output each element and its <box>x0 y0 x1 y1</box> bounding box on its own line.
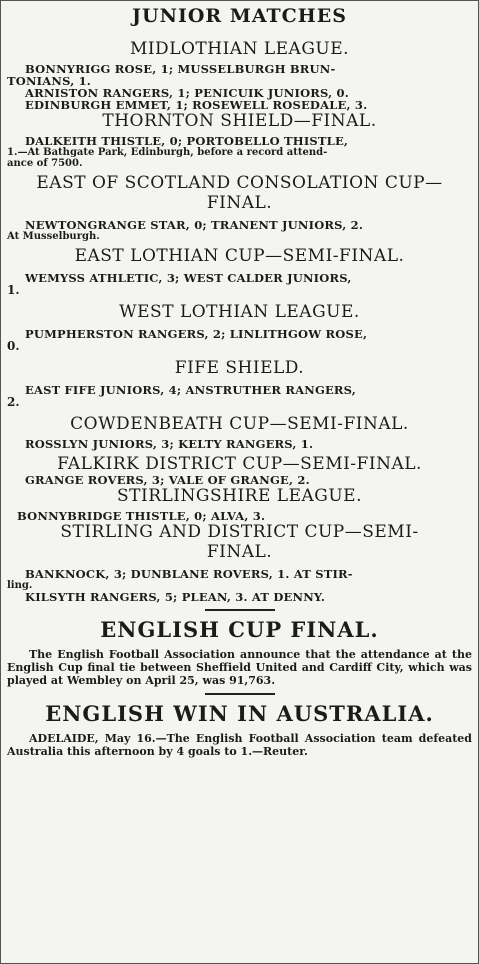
section-heading-east-lothian: EAST LOTHIAN CUP—SEMI-FINAL. <box>74 246 405 266</box>
section-heading-midlothian: MIDLOTHIAN LEAGUE. <box>129 39 350 59</box>
headline-english-cup-final: ENGLISH CUP FINAL. <box>100 617 379 642</box>
result-line: BONNYRIGG ROSE, 1; MUSSELBURGH BRUN- <box>25 62 336 76</box>
match-note: 1.—At Bathgate Park, Edinburgh, before a record attend- <box>7 147 328 158</box>
section-heading-east-scotland-cont: FINAL. <box>206 193 273 213</box>
result-line: EDINBURGH EMMET, 1; ROSEWELL ROSEDALE, 3. <box>25 98 368 112</box>
result-line: BONNYBRIDGE THISTLE, 0; ALVA, 3. <box>17 509 266 523</box>
article-body: The English Football Association announce that the attendance at the English Cup final tie between Sheffield United and Cardiff City, which was played at Wembley on April 25, was 91,763. <box>7 648 472 687</box>
result-line: GRANGE ROVERS, 3; VALE OF GRANGE, 2. <box>25 473 310 487</box>
result-line-end: 0. <box>7 339 20 353</box>
result-line: PUMPHERSTON RANGERS, 2; LINLITHGOW ROSE, <box>25 327 368 341</box>
section-heading-fife: FIFE SHIELD. <box>174 358 305 378</box>
page-title: JUNIOR MATCHES <box>132 5 347 27</box>
section-heading-stirling-district: STIRLING AND DISTRICT CUP—SEMI- <box>60 522 419 542</box>
article-dateline: ADELAIDE, May 16. <box>29 732 156 745</box>
section-heading-stirling-district-cont: FINAL. <box>206 542 273 562</box>
article-body: —The English Football Association team defeated Australia this afternoon by 4 goals to 1.—Reuter. <box>7 732 472 758</box>
result-line: BANKNOCK, 3; DUNBLANE ROVERS, 1. AT STIR- <box>25 567 353 581</box>
section-heading-east-scotland: EAST OF SCOTLAND CONSOLATION CUP— <box>36 173 443 193</box>
match-note: ling. <box>7 580 33 591</box>
match-note: ance of 7500. <box>7 158 83 169</box>
result-line-end: 2. <box>7 395 20 409</box>
section-heading-falkirk: FALKIRK DISTRICT CUP—SEMI-FINAL. <box>57 454 422 474</box>
match-note: At Musselburgh. <box>7 231 100 242</box>
result-line: EAST FIFE JUNIORS, 4; ANSTRUTHER RANGERS, <box>25 383 356 397</box>
result-line: DALKEITH THISTLE, 0; PORTOBELLO THISTLE, <box>25 134 349 148</box>
article-text-cup-final <box>7 648 472 687</box>
headline-english-win-australia: ENGLISH WIN IN AUSTRALIA. <box>45 701 434 726</box>
article-text-australia <box>7 732 472 758</box>
section-heading-west-lothian: WEST LOTHIAN LEAGUE. <box>119 302 360 322</box>
result-line-end: 1. <box>7 283 20 297</box>
result-line: NEWTONGRANGE STAR, 0; TRANENT JUNIORS, 2. <box>25 218 364 232</box>
section-heading-thornton: THORNTON SHIELD—FINAL. <box>102 111 377 131</box>
divider-rule <box>205 693 275 695</box>
result-line: WEMYSS ATHLETIC, 3; WEST CALDER JUNIORS, <box>25 271 352 285</box>
section-heading-cowdenbeath: COWDENBEATH CUP—SEMI-FINAL. <box>70 414 409 434</box>
section-heading-stirlingshire: STIRLINGSHIRE LEAGUE. <box>117 486 362 506</box>
result-line: TONIANS, 1. <box>7 74 92 88</box>
divider-rule <box>205 609 275 611</box>
result-line: ROSSLYN JUNIORS, 3; KELTY RANGERS, 1. <box>25 437 314 451</box>
result-line: KILSYTH RANGERS, 5; PLEAN, 3. AT DENNY. <box>25 590 326 604</box>
result-line: ARNISTON RANGERS, 1; PENICUIK JUNIORS, 0. <box>25 86 349 100</box>
